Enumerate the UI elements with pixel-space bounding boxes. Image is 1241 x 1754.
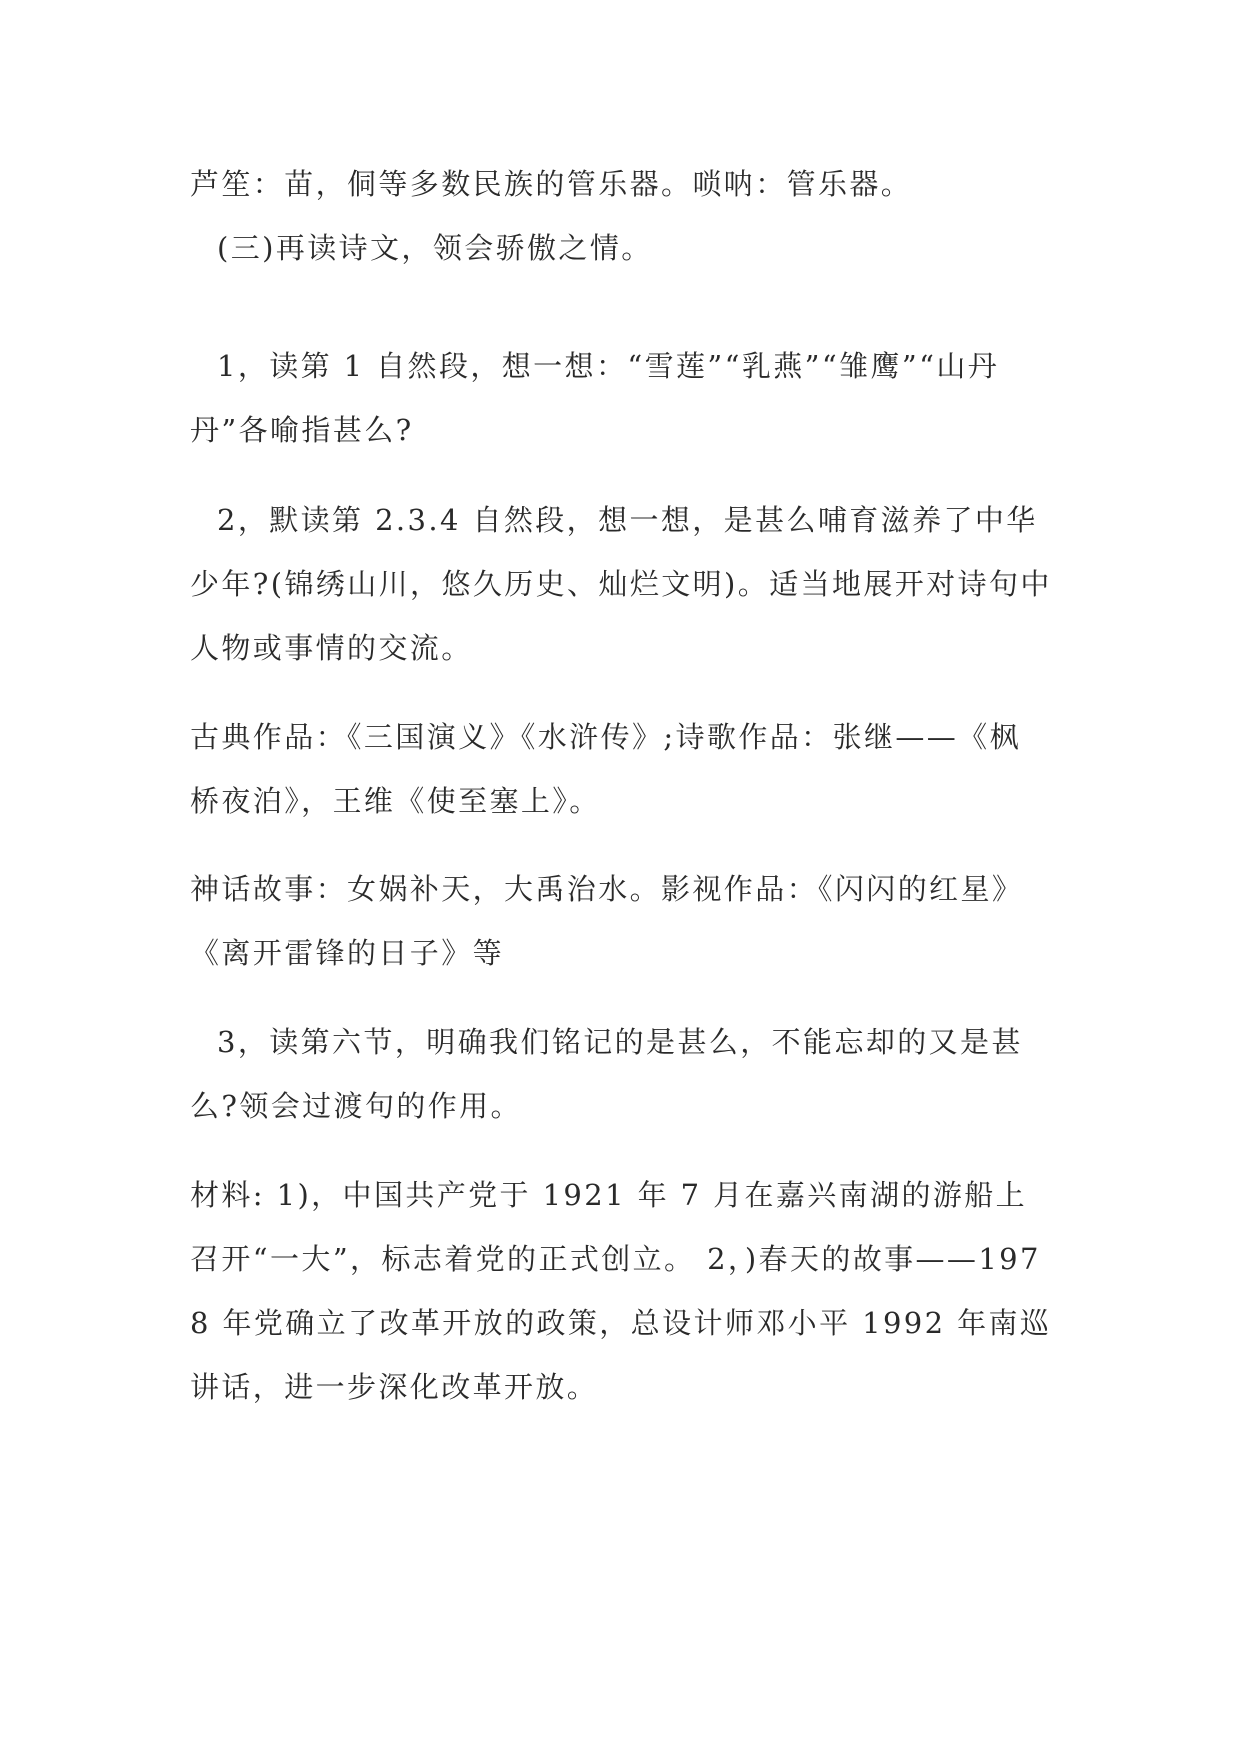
paragraph-question-one: 1，读第 1 自然段，想一想：“雪莲”“乳燕”“雏鹰”“山丹丹”各喻指甚么? [190,349,1000,447]
paragraph-question-two: 2，默读第 2.3.4 自然段，想一想，是甚么哺育滋养了中华少年?(锦绣山川，悠久历史、灿烂文明)。适当地展开对诗句中人物或事情的交流。 [190,503,1052,665]
paragraph-instruments: 芦笙：苗，侗等多数民族的管乐器。唢呐：管乐器。 [190,167,913,201]
paragraph-myths-films: 神话故事：女娲补天，大禹治水。影视作品：《闪闪的红星》《离开雷锋的日子》等 [190,872,1024,970]
paragraph-section-three: (三)再读诗文，领会骄傲之情。 [217,231,653,265]
paragraph-question-three: 3，读第六节，明确我们铭记的是甚么，不能忘却的又是甚么?领会过渡句的作用。 [190,1025,1023,1123]
paragraph-materials: 材料: 1)，中国共产党于 1921 年 7 月在嘉兴南湖的游船上召开“一大”，标志着党的正式创立。 2，)春天的故事——1978 年党确立了改革开放的政策，总设计师邓小平 1992 年南巡讲话，进一步深化改革开放。 [190,1178,1052,1404]
paragraph-classic-works: 古典作品：《三国演义》《水浒传》;诗歌作品：张继——《枫桥夜泊》，王维《使至塞上》。 [190,720,1021,818]
